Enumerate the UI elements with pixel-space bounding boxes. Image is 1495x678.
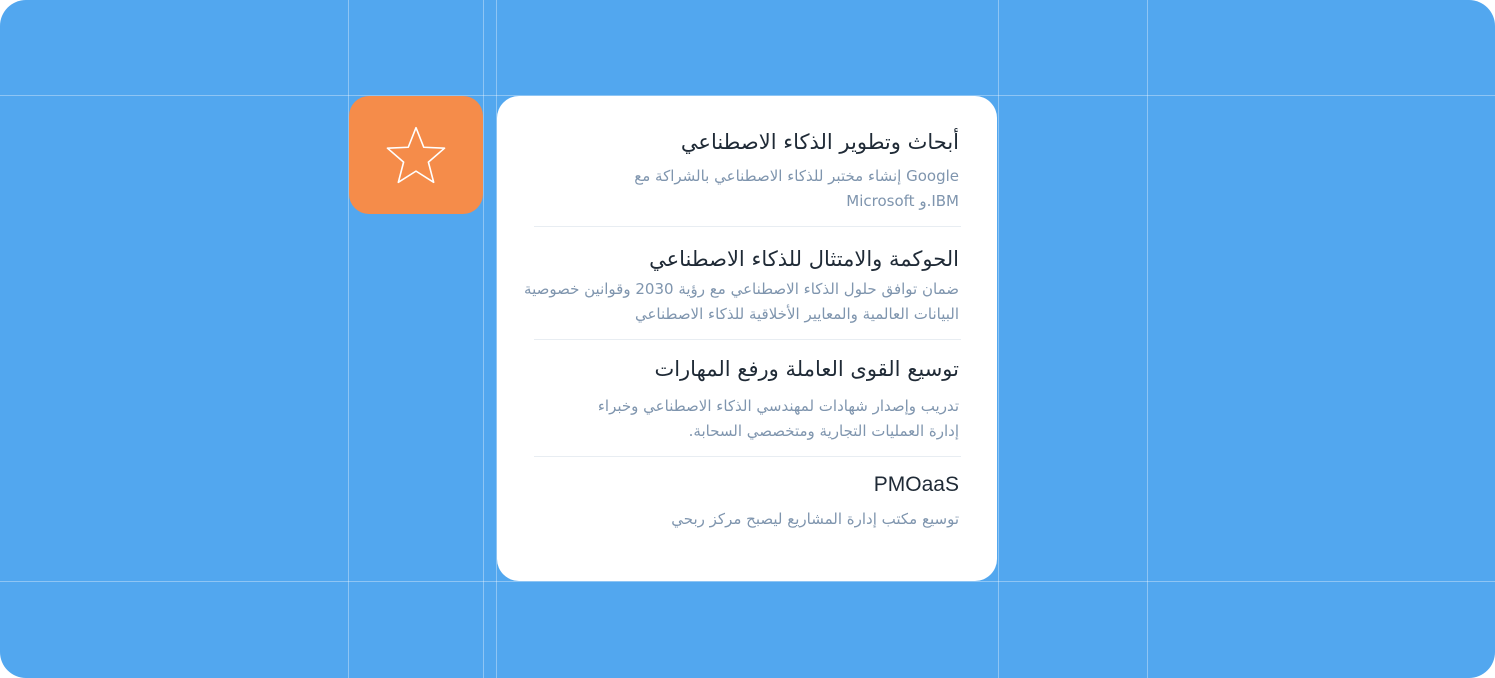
- item-description: توسيع مكتب إدارة المشاريع ليصبح مركز ربحي: [671, 510, 959, 528]
- list-item-pmoaas: [519, 457, 959, 532]
- grid-line: [1147, 0, 1148, 678]
- item-description: ضمان توافق حلول الذكاء الاصطناعي مع رؤية 2030 وقوانين خصوصية البيانات العالمية والمعايير الأخلاقية للذكاء الاصطناعي: [524, 280, 959, 323]
- grid-line: [998, 0, 999, 678]
- list-item-research: [519, 124, 959, 214]
- grid-line: [0, 581, 1495, 582]
- item-description: تدريب وإصدار شهادات لمهندسي الذكاء الاصطناعي وخبراء إدارة العمليات التجارية ومتخصصي السحابة.: [597, 397, 959, 440]
- grid-line: [483, 0, 484, 678]
- grid-line: [348, 0, 349, 678]
- item-title: PMOaaS: [873, 473, 959, 496]
- icon-tile: [349, 96, 483, 214]
- item-title: الحوكمة والامتثال للذكاء الاصطناعي: [649, 247, 959, 271]
- list-item-governance: [519, 227, 959, 327]
- item-title: توسيع القوى العاملة ورفع المهارات: [654, 357, 959, 381]
- feature-card: [497, 96, 997, 581]
- star-icon: [385, 124, 447, 186]
- item-description: Google إنشاء مختبر للذكاء الاصطناعي بالشراكة مع IBM.و Microsoft: [634, 167, 959, 210]
- list-item-workforce: [519, 340, 959, 444]
- item-title: أبحاث وتطوير الذكاء الاصطناعي: [680, 130, 959, 154]
